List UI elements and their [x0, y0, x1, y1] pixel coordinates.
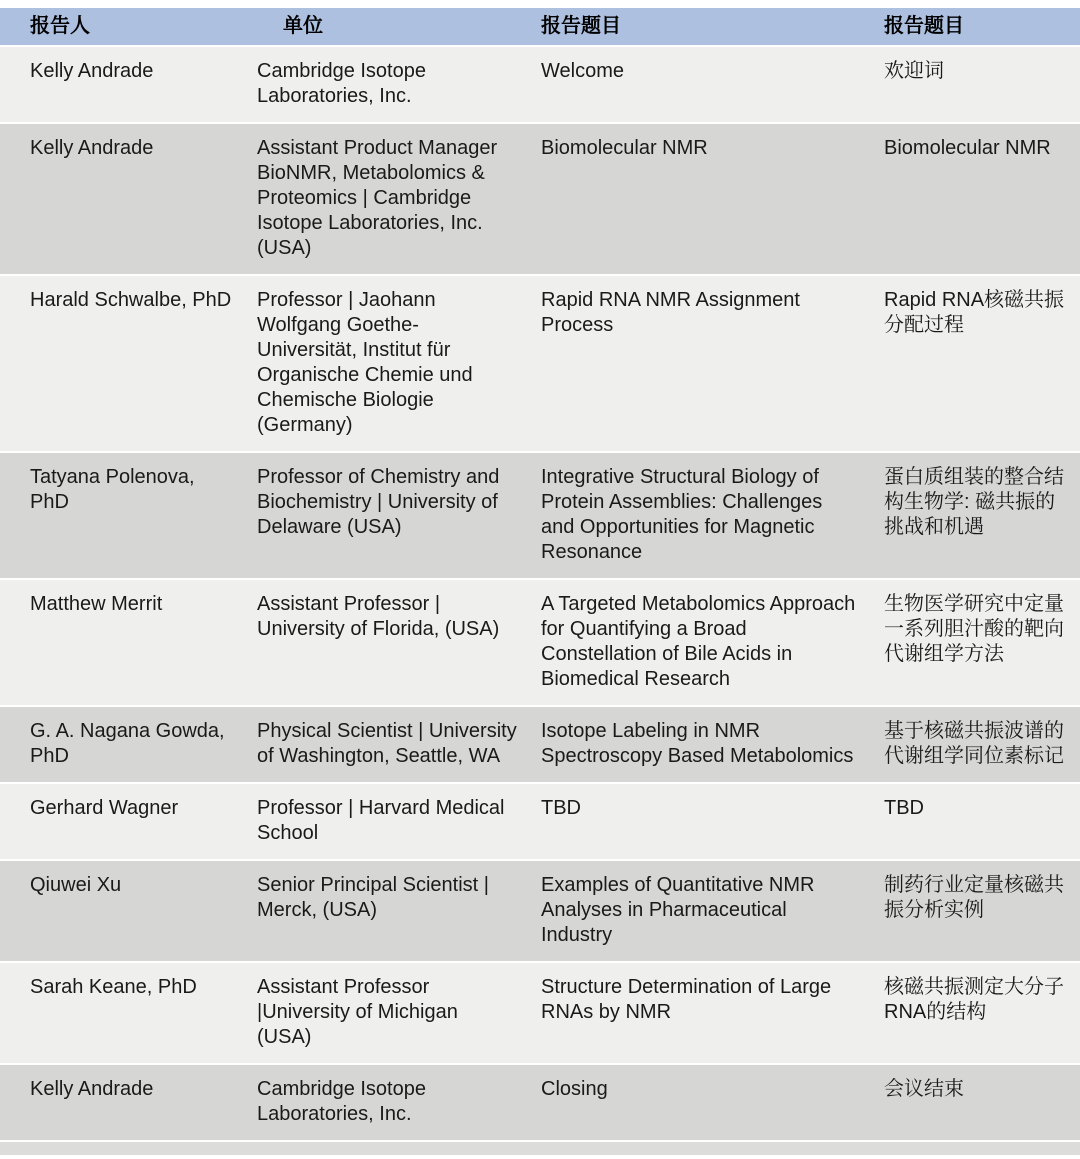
speaker-cell: Harald Schwalbe, PhD [0, 276, 247, 451]
column-header-title-zh: 报告题目 [874, 8, 1080, 45]
title-zh-cell: 基于核磁共振波谱的代谢组学同位素标记 [874, 707, 1080, 782]
title-en-cell: TBD [531, 784, 874, 859]
speaker-cell: Qiuwei Xu [0, 861, 247, 961]
title-zh-cell: Rapid RNA核磁共振分配过程 [874, 276, 1080, 451]
title-zh-cell: Biomolecular NMR [874, 124, 1080, 274]
affiliation-cell: Assistant Professor | University of Florida, (USA) [247, 580, 531, 705]
affiliation-cell: Senior Principal Scientist | Merck, (USA) [247, 861, 531, 961]
speaker-cell: Sarah Keane, PhD [0, 963, 247, 1063]
title-en-cell: Integrative Structural Biology of Protein Assemblies: Challenges and Opportunities for Magnetic Resonance [531, 453, 874, 578]
speaker-cell: Matthew Merrit [0, 580, 247, 705]
affiliation-cell: Cambridge Isotope Laboratories, Inc. [247, 47, 531, 122]
partial-next-row [0, 1142, 1080, 1155]
table-row [0, 124, 1080, 274]
title-zh-cell: 生物医学研究中定量一系列胆汁酸的靶向代谢组学方法 [874, 580, 1080, 705]
table-row [0, 861, 1080, 961]
title-en-cell: Welcome [531, 47, 874, 122]
affiliation-cell: Professor | Harvard Medical School [247, 784, 531, 859]
table-row [0, 707, 1080, 782]
title-zh-cell: TBD [874, 784, 1080, 859]
affiliation-cell: Assistant Professor |University of Michigan (USA) [247, 963, 531, 1063]
table-body [0, 47, 1080, 1155]
title-zh-cell: 核磁共振测定大分子RNA的结构 [874, 963, 1080, 1063]
table-row [0, 784, 1080, 859]
title-en-cell: Examples of Quantitative NMR Analyses in Pharmaceutical Industry [531, 861, 874, 961]
speaker-cell: Kelly Andrade [0, 1065, 247, 1140]
title-en-cell: A Targeted Metabolomics Approach for Quantifying a Broad Constellation of Bile Acids in Biomedical Research [531, 580, 874, 705]
title-en-cell: Closing [531, 1065, 874, 1140]
table-row [0, 580, 1080, 705]
table-row [0, 276, 1080, 451]
speaker-cell: Kelly Andrade [0, 47, 247, 122]
column-header-title-en: 报告题目 [531, 8, 874, 45]
affiliation-cell: Professor of Chemistry and Biochemistry | University of Delaware (USA) [247, 453, 531, 578]
column-header-speaker: 报告人 [0, 8, 247, 45]
title-en-cell: Structure Determination of Large RNAs by NMR [531, 963, 874, 1063]
title-en-cell: Isotope Labeling in NMR Spectroscopy Based Metabolomics [531, 707, 874, 782]
speaker-cell: Tatyana Polenova, PhD [0, 453, 247, 578]
speaker-cell: Kelly Andrade [0, 124, 247, 274]
affiliation-cell: Professor | Jaohann Wolfgang Goethe-Universität, Institut für Organische Chemie und Chemische Biologie (Germany) [247, 276, 531, 451]
title-zh-cell: 蛋白质组装的整合结构生物学: 磁共振的挑战和机遇 [874, 453, 1080, 578]
title-zh-cell: 欢迎词 [874, 47, 1080, 122]
title-zh-cell: 会议结束 [874, 1065, 1080, 1140]
affiliation-cell: Assistant Product Manager BioNMR, Metabolomics & Proteomics | Cambridge Isotope Laboratories, Inc. (USA) [247, 124, 531, 274]
conference-schedule-table [0, 6, 1080, 1157]
speaker-cell: G. A. Nagana Gowda, PhD [0, 707, 247, 782]
table-row [0, 1065, 1080, 1140]
table-row [0, 47, 1080, 122]
title-zh-cell: 制药行业定量核磁共振分析实例 [874, 861, 1080, 961]
table-row [0, 453, 1080, 578]
affiliation-cell: Cambridge Isotope Laboratories, Inc. [247, 1065, 531, 1140]
title-en-cell: Biomolecular NMR [531, 124, 874, 274]
speaker-cell: Gerhard Wagner [0, 784, 247, 859]
header-row [0, 8, 1080, 45]
table-row [0, 963, 1080, 1063]
table-header [0, 8, 1080, 45]
affiliation-cell: Physical Scientist | University of Washington, Seattle, WA [247, 707, 531, 782]
title-en-cell: Rapid RNA NMR Assignment Process [531, 276, 874, 451]
column-header-affiliation: 单位 [247, 8, 531, 45]
